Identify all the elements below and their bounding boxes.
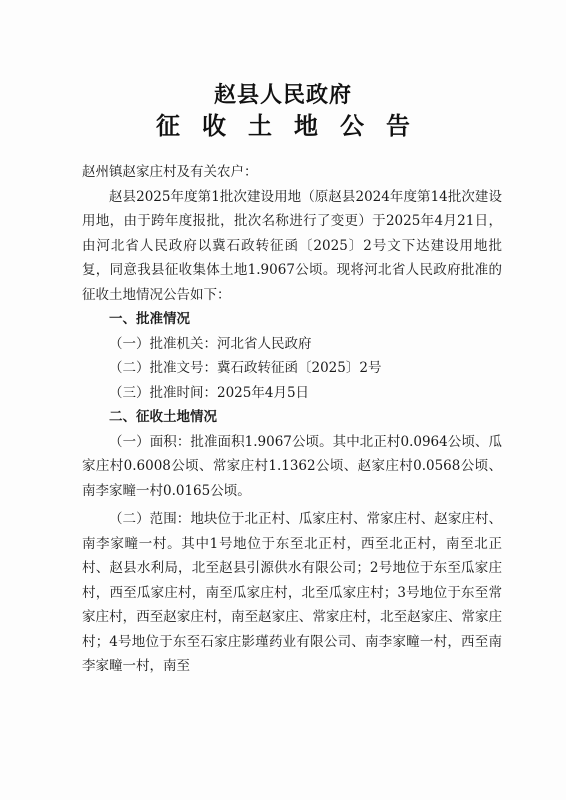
approval-date: （三）批准时间：2025年4月5日 (109, 384, 310, 401)
intro-paragraph: 赵县2025年度第1批次建设用地（原赵县2024年度第14批次建设用地，由于跨年度报批，批次名称进行了变更）于2025年4月21日，由河北省人民政府以冀石政转征函〔2025〕2号文下达建设用地批复，同意我县征收集体土地1.9067公顷。现将河北省人民政府批准的征收土地情况公告如下： (82, 188, 502, 303)
notice-body (82, 160, 502, 679)
addressee: 赵州镇赵家庄村及有关农户： (82, 164, 258, 180)
land-scope-paragraph: （二）范围：地块位于北正村、瓜家庄村、常家庄村、赵家庄村、南李家疃一村。其中1号地位于东至北正村，西至北正村，南至北正村、赵县水利局，北至赵县引源供水有限公司；2号地位于东至瓜家庄村，西至瓜家庄村，南至瓜家庄村，北至瓜家庄村；3号地位于东至常家庄村，西至赵家庄村，南至赵家庄、常家庄村，北至赵家庄、常家庄村；4号地位于东至石家庄影瑾药业有限公司、南李家疃一村，西至南李家疃一村，南至 (82, 511, 502, 674)
approval-document-number: （二）批准文号：冀石政转征函〔2025〕2号 (109, 360, 382, 376)
approval-authority: （一）批准机关：河北省人民政府 (109, 335, 312, 352)
notice-title: 征收土地公告 (156, 112, 432, 140)
section-heading-land: 二、征收土地情况 (109, 409, 217, 425)
issuer-title: 赵县人民政府 (213, 83, 352, 108)
section-heading-approval: 一、批准情况 (109, 311, 190, 327)
land-area-paragraph: （一）面积：批准面积1.9067公顷。其中北正村0.0964公顷、瓜家庄村0.6008公顷、常家庄村1.1362公顷、赵家庄村0.0568公顷、南李家疃一村0.0165公顷。 (82, 433, 502, 499)
